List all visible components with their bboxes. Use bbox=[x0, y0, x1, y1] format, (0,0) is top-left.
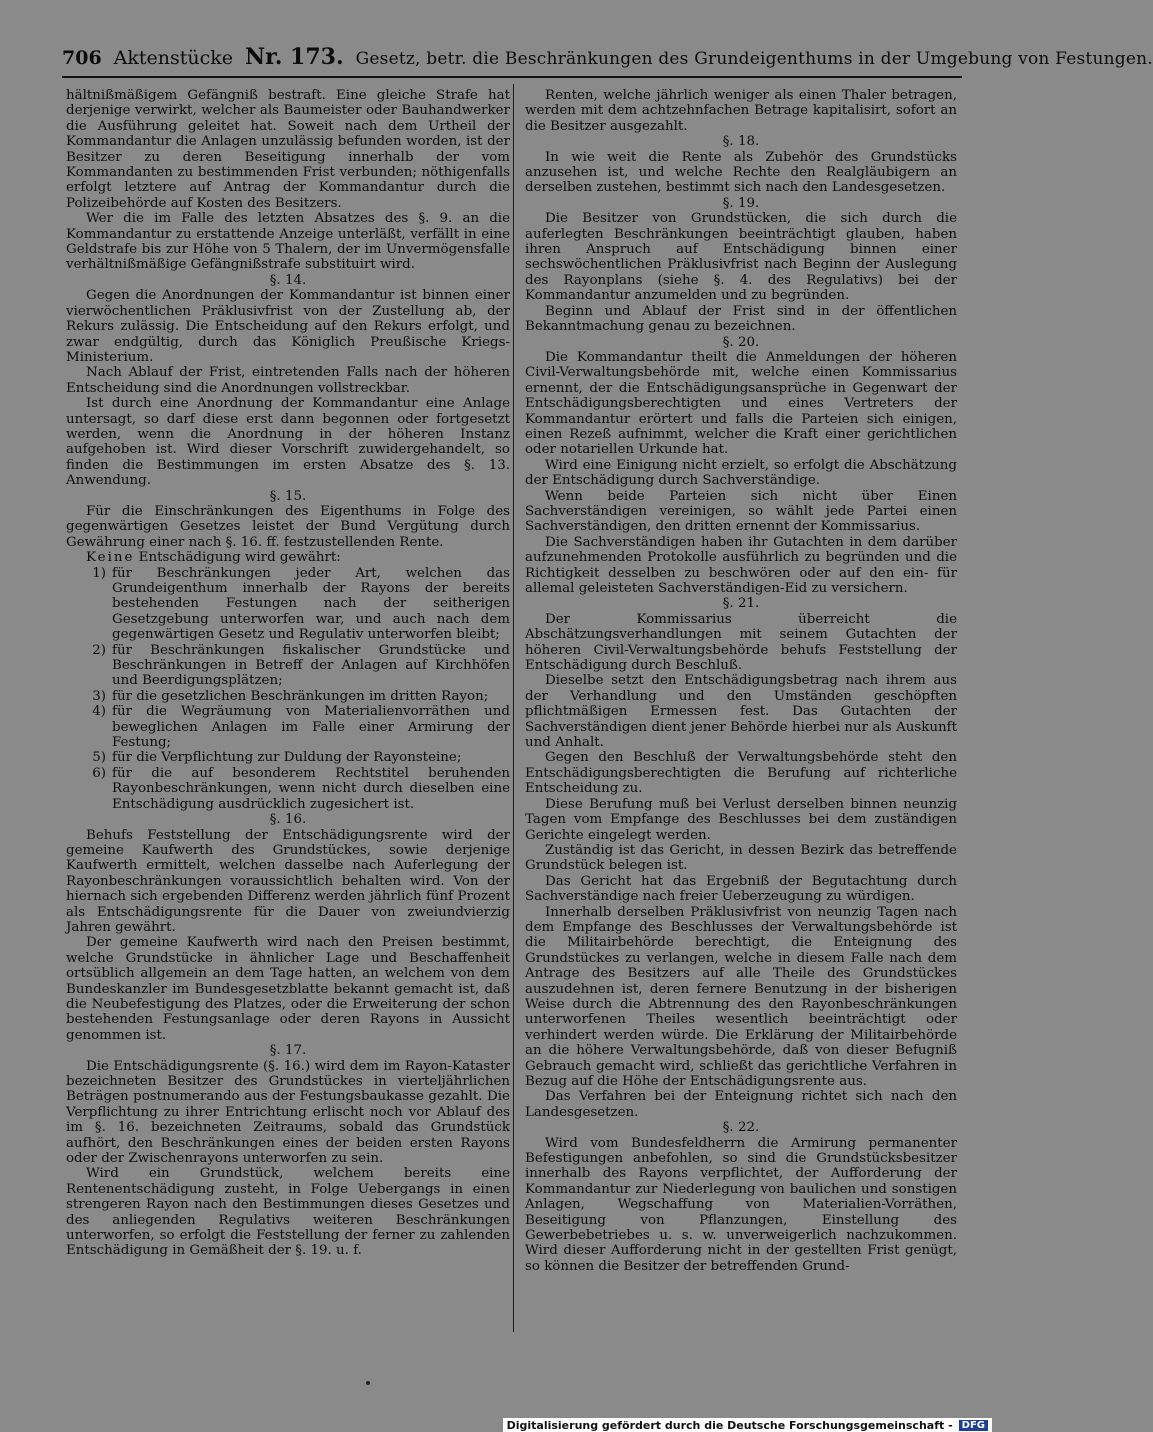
section-heading: §. 15. bbox=[269, 488, 307, 504]
list-number: 3) bbox=[92, 688, 106, 704]
paragraph bbox=[66, 550, 510, 565]
column-divider bbox=[513, 84, 514, 1332]
list-item bbox=[66, 750, 510, 765]
paragraph: In wie weit die Rente als Zubehör des Grundstücks anzusehen ist, und welche Rechte den Realgläubigern an derselben zustehen, bestimmt sich nach den Landesgesetzen. bbox=[525, 149, 957, 196]
list-item bbox=[66, 643, 510, 689]
page-number: 706 bbox=[62, 47, 102, 69]
paragraph: Renten, welche jährlich weniger als einen Thaler betragen, werden mit dem achtzehnfachen Betrage kapitalisirt, sofort an die Besitzer ausgezahlt. bbox=[525, 88, 957, 134]
paragraph: hältnißmäßigem Gefängniß bestraft. Eine gleiche Strafe hat derjenige verwirkt, welcher als Baumeister oder Bauhandwerker die Ausführung geleitet hat. Soweit nach dem Urtheil der Kommandantur die Anlagen unzulässig befunden worden, ist der Besitzer zu deren Beseitigung innerhalb der vom Kommandanten zu bestimmenden Frist verbunden; nöthigenfalls erfolgt letztere auf Antrag der Kommandantur durch die Polizeibehörde auf Kosten des Besitzers. bbox=[66, 88, 510, 211]
list-number: 5) bbox=[92, 750, 106, 766]
footer-credit bbox=[503, 1418, 992, 1432]
paragraph: Behufs Feststellung der Entschädigungsrente wird der gemeine Kaufwerth des Grundstückes, sowie derjenige Kaufwerth ermittelt, welchen dasselbe nach Auferlegung der Rayonbeschränkungen voraussichtlich behalten wird. Von der hiernach sich ergebenden Differenz werden jährlich fünf Prozent als Entschädigungsrente für die Dauer von zweiundvierzig Jahren gewährt. bbox=[66, 827, 510, 935]
paragraph: Beginn und Ablauf der Frist sind in der öffentlichen Bekanntmachung genau zu bezeichnen. bbox=[525, 303, 957, 335]
list-text: für die Wegräumung von Materialienvorräthen und beweglichen Anlagen im Falle einer Armirung der Festung; bbox=[112, 704, 510, 751]
paragraph: Das Gericht hat das Ergebniß der Begutachtung durch Sachverständige nach freier Ueberzeugung zu würdigen. bbox=[525, 873, 957, 905]
paragraph: Das Verfahren bei der Enteignung richtet sich nach den Landesgesetzen. bbox=[525, 1089, 957, 1120]
footer-text: Digitalisierung gefördert durch die Deutsche Forschungsgemeinschaft - bbox=[506, 1418, 953, 1432]
list-number: 1) bbox=[92, 565, 106, 581]
paragraph: Ist durch eine Anordnung der Kommandantur eine Anlage untersagt, so darf diese erst dann begonnen oder fortgesetzt werden, wenn die Anordnung in der höheren Instanz aufgehoben ist. Wird dieser Vorschrift zuwidergehandelt, so finden die Bestimmungen im ersten Absatze des §. 13. Anwendung. bbox=[66, 396, 510, 489]
list-item bbox=[66, 689, 510, 704]
list-item bbox=[66, 704, 510, 750]
section-heading: §. 18. bbox=[722, 134, 760, 150]
list-text: für Beschränkungen jeder Art, welchen das Grundeigenthum innerhalb der Rayons der bereits bestehenden Festungen nach der seitherigen Gesetzgebung unterworfen war, und auch nach dem gegenwärtigen Gesetz und Regulativ unterworfen bleibt; bbox=[112, 565, 510, 643]
paragraph: Gegen den Beschluß der Verwaltungsbehörde steht den Entschädigungsberechtigten die Berufung auf richterliche Entscheidung zu. bbox=[525, 750, 957, 797]
dfg-logo-icon: DFG bbox=[959, 1420, 988, 1431]
section-heading: §. 16. bbox=[269, 812, 307, 828]
paragraph: Die Besitzer von Grundstücken, die sich durch die auferlegten Beschränkungen beeinträchtigt glauben, haben ihren Anspruch auf Entschädigung binnen einer sechswöchentlichen Präklusivfrist nach Beginn der Auslegung des Rayonplans (siehe §. 4. des Regulativs) bei der Kommandantur anzumelden und zu begründen. bbox=[525, 211, 957, 304]
paragraph: Wenn beide Parteien sich nicht über Einen Sachverständigen vereinigen, so wählt jede Partei einen Sachverständigen, den dritten ernennt der Kommissarius. bbox=[525, 488, 957, 535]
left-column bbox=[66, 88, 510, 1259]
emphasis-text: Keine bbox=[86, 550, 135, 566]
paragraph: Wird vom Bundesfeldherrn die Armirung permanenter Befestigungen anbefohlen, so sind die Grundstücksbesitzer innerhalb des Rayons verpflichtet, der Aufforderung der Kommandantur zur Niederlegung von baulichen und sonstigen Anlagen, Wegschaffung von Materialien-Vorräthen, Beseitigung von Pflanzungen, Einstellung des Gewerbebetriebes u. s. w. unverweigerlich nachzukommen. Wird dieser Aufforderung nicht in der gestellten Frist genügt, so können die Besitzer der betreffenden Grund- bbox=[525, 1135, 957, 1274]
paragraph: Nach Ablauf der Frist, eintretenden Falls nach der höheren Entscheidung sind die Anordnungen vollstreckbar. bbox=[66, 365, 510, 396]
paragraph: Diese Berufung muß bei Verlust derselben binnen neunzig Tagen vom Empfange des Beschlusses bei dem zuständigen Gerichte eingelegt werden. bbox=[525, 796, 957, 843]
section-heading: §. 20. bbox=[722, 334, 760, 350]
paragraph: Die Kommandantur theilt die Anmeldungen der höheren Civil-Verwaltungsbehörde mit, welche einen Kommissarius ernennt, der die Entschädigungsansprüche in Gegenwart der Entschädigungsberechtigten und eines Vertreters der Kommandantur erörtert und falls die Parteien sich einigen, einen Rezeß aufnimmt, welcher die Kraft einer gerichtlichen oder notariellen Urkunde hat. bbox=[525, 349, 957, 458]
paragraph: Die Entschädigungsrente (§. 16.) wird dem im Rayon-Kataster bezeichneten Besitzer des Grundstückes in vierteljährlichen Beträgen postnumerando aus der Festungsbaukasse gezahlt. Die Verpflichtung zu ihrer Entrichtung erlischt noch vor Ablauf des im §. 16. bezeichneten Zeitraums, sobald das Grundstück aufhört, den Beschränkungen eines der beiden ersten Rayons oder der Zwischenrayons unterworfen zu sein. bbox=[66, 1058, 510, 1167]
paragraph: Gegen die Anordnungen der Kommandantur ist binnen einer vierwöchentlichen Präklusivfrist von der Zustellung ab, der Rekurs zulässig. Die Entscheidung auf den Rekurs erfolgt, und zwar endgültig, durch das Königlich Preußische Kriegs-Ministerium. bbox=[66, 288, 510, 365]
paragraph: Wer die im Falle des letzten Absatzes des §. 9. an die Kommandantur zu erstattende Anzeige unterläßt, verfällt in eine Geldstrafe bis zur Höhe von 5 Thalern, der im Unvermögensfalle verhältnißmäßige Gefängnißstrafe substituirt wird. bbox=[66, 211, 510, 273]
paragraph: Der gemeine Kaufwerth wird nach den Preisen bestimmt, welche Grundstücke in ähnlicher Lage und Beschaffenheit ortsüblich allgemein an dem Tage hatten, an welchem von dem Bundeskanzler im Bundesgesetzblatte bekannt gemacht ist, daß die Neubefestigung des Platzes, oder die Erweiterung der schon bestehenden Festungsanlage oder deren Rayons in Aussicht genommen ist. bbox=[66, 935, 510, 1043]
running-head bbox=[62, 44, 1153, 72]
header-rule bbox=[62, 76, 962, 78]
section-heading: §. 19. bbox=[722, 195, 760, 211]
print-mark bbox=[366, 1381, 370, 1385]
list-number: 6) bbox=[92, 765, 106, 781]
doc-label: Aktenstücke bbox=[113, 47, 234, 69]
paragraph: Wird ein Grundstück, welchem bereits eine Rentenentschädigung zusteht, in Folge Uebergangs in einen strengeren Rayon nach den Bestimmungen dieses Gesetzes und des anliegenden Regulativs weiteren Beschränkungen unterworfen, so erfolgt die Feststellung der ferner zu zahlenden Entschädigung in Gemäßheit der §. 19. u. f. bbox=[66, 1166, 510, 1259]
list-text: für die auf besonderem Rechtstitel beruhenden Rayonbeschränkungen, wenn nicht durch dieselben eine Entschädigung ausdrücklich zugesichert ist. bbox=[112, 765, 510, 812]
section-heading: §. 17. bbox=[269, 1043, 307, 1059]
list-number: 2) bbox=[92, 642, 106, 658]
paragraph: Innerhalb derselben Präklusivfrist von neunzig Tagen nach dem Empfange des Beschlusses der Verwaltungsbehörde ist die Militairbehörde berechtigt, die Enteignung des Grundstückes zu verlangen, welche in diesem Falle nach dem Antrage des Besitzers auf alle Theile des Grundstückes auszudehnen ist, deren fernere Benutzung in der bisherigen Weise durch die Abtrennung des den Rayonbeschränkungen unterworfenen Theiles wesentlich beeinträchtigt oder verhindert werden würde. Die Erklärung der Militairbehörde an die höhere Verwaltungsbehörde, daß von dieser Befugniß Gebrauch gemacht wird, schließt das gerichtliche Verfahren in Bezug auf die Höhe der Entschädigungsrente aus. bbox=[525, 904, 957, 1089]
list-item bbox=[66, 766, 510, 812]
paragraph: Für die Einschränkungen des Eigenthums in Folge des gegenwärtigen Gesetzes leistet der Bund Vergütung durch Gewährung einer nach §. 16. ff. festzustellenden Rente. bbox=[66, 503, 510, 550]
paragraph: Der Kommissarius überreicht die Abschätzungsverhandlungen mit seinem Gutachten der höheren Civil-Verwaltungsbehörde behufs Feststellung der Entschädigung durch Beschluß. bbox=[525, 611, 957, 674]
list-text: für die Verpflichtung zur Duldung der Rayonsteine; bbox=[112, 750, 462, 766]
section-heading: §. 22. bbox=[722, 1120, 760, 1136]
doc-number: Nr. 173. bbox=[245, 44, 344, 70]
list-number: 4) bbox=[92, 704, 106, 720]
paragraph: Wird eine Einigung nicht erzielt, so erfolgt die Abschätzung der Entschädigung durch Sachverständige. bbox=[525, 457, 957, 489]
list-text: für die gesetzlichen Beschränkungen im dritten Rayon; bbox=[112, 688, 489, 704]
paragraph: Die Sachverständigen haben ihr Gutachten in dem darüber aufzunehmenden Protokolle ausführlich zu begründen und die Richtigkeit desselben zu beschwören oder auf den ein- für allemal geleisteten Sachverständigen-Eid zu versichern. bbox=[525, 534, 957, 596]
paragraph: Dieselbe setzt den Entschädigungsbetrag nach ihrem aus der Verhandlung und den Umständen geschöpften pflichtmäßigen Ermessen fest. Das Gutachten der Sachverständigen dient jener Behörde hierbei nur als Auskunft und Anhalt. bbox=[525, 673, 957, 751]
paragraph: Zuständig ist das Gericht, in dessen Bezirk das betreffende Grundstück belegen ist. bbox=[525, 842, 957, 874]
section-heading: §. 21. bbox=[722, 596, 760, 612]
right-column bbox=[525, 88, 957, 1274]
list-text: für Beschränkungen fiskalischer Grundstücke und Beschränkungen in Betreff der Anlagen auf Kirchhöfen und Beerdigungsplätzen; bbox=[112, 642, 510, 689]
exemption-list bbox=[66, 566, 510, 813]
paragraph-text: Entschädigung wird gewährt: bbox=[138, 550, 341, 566]
page-title: Gesetz, betr. die Beschränkungen des Grundeigenthums in der Umgebung von Festungen. bbox=[355, 49, 1153, 69]
section-heading: §. 14. bbox=[269, 272, 307, 288]
list-item bbox=[66, 566, 510, 643]
